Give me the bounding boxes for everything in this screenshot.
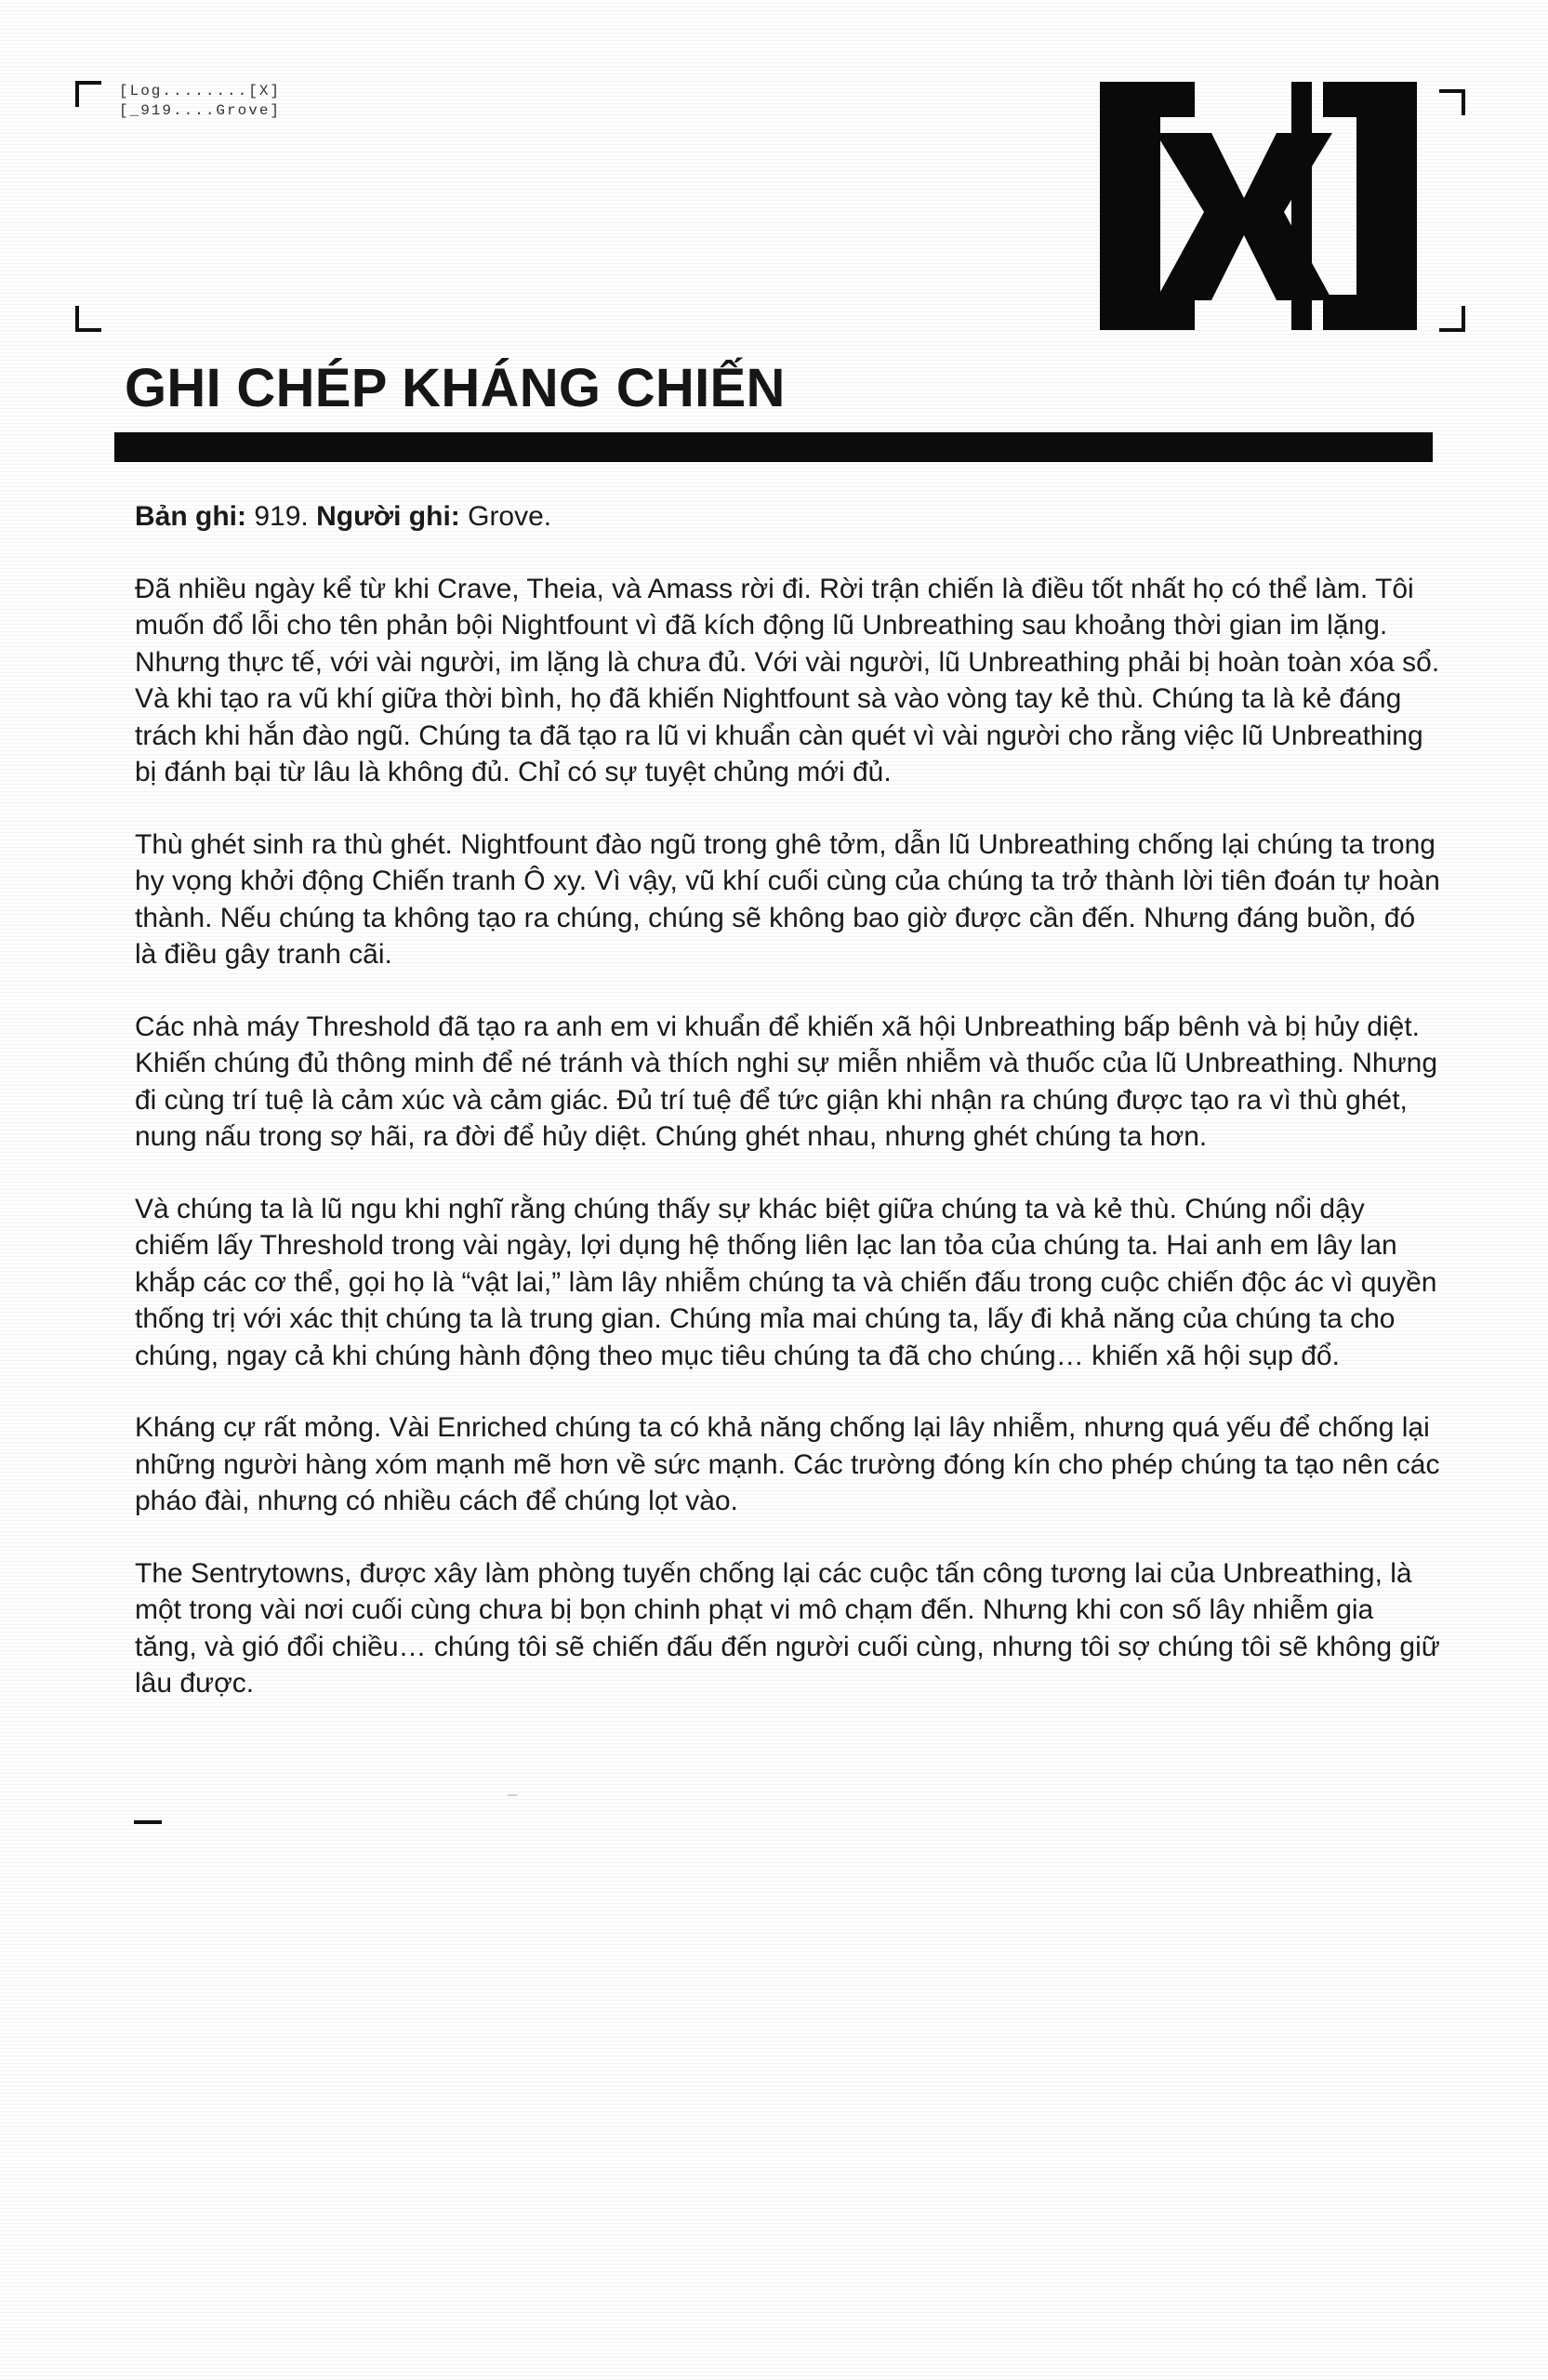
log-line: [_919....Grove] <box>119 102 282 119</box>
end-dash <box>134 1820 162 1824</box>
page-title: GHI CHÉP KHÁNG CHIẾN <box>125 358 786 418</box>
body-paragraph: Và chúng ta là lũ ngu khi nghĩ rằng chúng thấy sự khác biệt giữa chúng ta và kẻ thù. Chúng nổi dậy chiếm lấy Threshold trong vài ngày, lợi dụng hệ thống liên lạc lan tỏa của chúng ta. Hai anh em lây lan khắp các cơ thể, gọi họ là “vật lai,” làm lây nhiễm chúng ta và chiến đấu trong cuộc chiến độc ác vì quyền thống trị với xác thịt chúng ta là trung gian. Chúng mỉa mai chúng ta, lấy đi khả năng của chúng ta cho chúng, ngay cả khi chúng hành động theo mục tiêu chúng ta đã cho chúng… khiến xã hội sụp đổ. <box>135 1193 1437 1371</box>
author-value: Grove. <box>468 501 552 532</box>
corner-bracket-top-right <box>1439 89 1465 115</box>
record-label: Bản ghi: <box>135 501 246 532</box>
record-meta <box>135 498 1441 536</box>
author-label: Người ghi: <box>316 501 460 532</box>
body-paragraph: The Sentrytowns, được xây làm phòng tuyến chống lại các cuộc tấn công tương lai của Unbreathing, là một trong vài nơi cuối cùng chưa bị bọn chinh phạt vi mô chạm đến. Nhưng khi con số lây nhiễm gia tăng, và gió đổi chiều… chúng tôi sẽ chiến đấu đến người cuối cùng, nhưng tôi sợ chúng tôi sẽ không giữ lâu được. <box>135 1557 1440 1699</box>
title-underline-bar <box>114 432 1433 462</box>
x-bracket-logo-icon <box>1100 82 1417 330</box>
corner-bracket-bottom-left <box>75 306 101 332</box>
body-paragraph: Đã nhiều ngày kể từ khi Crave, Theia, và Amass rời đi. Rời trận chiến là điều tốt nhất họ có thể làm. Tôi muốn đổ lỗi cho tên phản bội Nightfount vì đã kích động lũ Unbreathing sau khoảng thời gian im lặng. Nhưng thực tế, với vài người, im lặng là chưa đủ. Với vài người, lũ Unbreathing phải bị hoàn toàn xóa sổ. Và khi tạo ra vũ khí giữa thời bình, họ đã khiến Nightfount sà vào vòng tay kẻ thù. Chúng ta là kẻ đáng trách khi hắn đào ngũ. Chúng ta đã tạo ra lũ vi khuẩn càn quét vì vài người cho rằng việc lũ Unbreathing bị đánh bại từ lâu là không đủ. Chỉ có sự tuyệt chủng mới đủ. <box>135 573 1440 787</box>
corner-bracket-top-left <box>75 81 101 107</box>
body-paragraph: Thù ghét sinh ra thù ghét. Nightfount đào ngũ trong ghê tởm, dẫn lũ Unbreathing chống lại chúng ta trong hy vọng khởi động Chiến tranh Ô xy. Vì vậy, vũ khí cuối cùng của chúng ta trở thành lời tiên đoán tự hoàn thành. Nếu chúng ta không tạo ra chúng, chúng sẽ không bao giờ được cần đến. Nhưng đáng buồn, đó là điều gây tranh cãi. <box>135 828 1440 970</box>
body-paragraph: Các nhà máy Threshold đã tạo ra anh em vi khuẩn để khiến xã hội Unbreathing bấp bênh và bị hủy diệt. Khiến chúng đủ thông minh để né tránh và thích nghi sự miễn nhiễm và thuốc của lũ Unbreathing. Nhưng đi cùng trí tuệ là cảm xúc và cảm giác. Đủ trí tuệ để tức giận khi nhận ra chúng được tạo ra vì thù ghét, nung nấu trong sợ hãi, ra đời để hủy diệt. Chúng ghét nhau, nhưng ghét chúng ta hơn. <box>135 1011 1438 1152</box>
log-line: [Log........[X] <box>119 83 282 99</box>
log-body <box>135 498 1441 1738</box>
log-header <box>119 82 281 121</box>
body-paragraph: Kháng cự rất mỏng. Vài Enriched chúng ta có khả năng chống lại lây nhiễm, nhưng quá yếu để chống lại những người hàng xóm mạnh mẽ hơn về sức mạnh. Các trường đóng kín cho phép chúng ta tạo nên các pháo đài, nhưng có nhiều cách để chúng lọt vào. <box>135 1412 1440 1516</box>
corner-bracket-bottom-right <box>1439 306 1465 332</box>
decorative-speck <box>508 1794 517 1796</box>
record-value: 919. <box>254 501 309 532</box>
